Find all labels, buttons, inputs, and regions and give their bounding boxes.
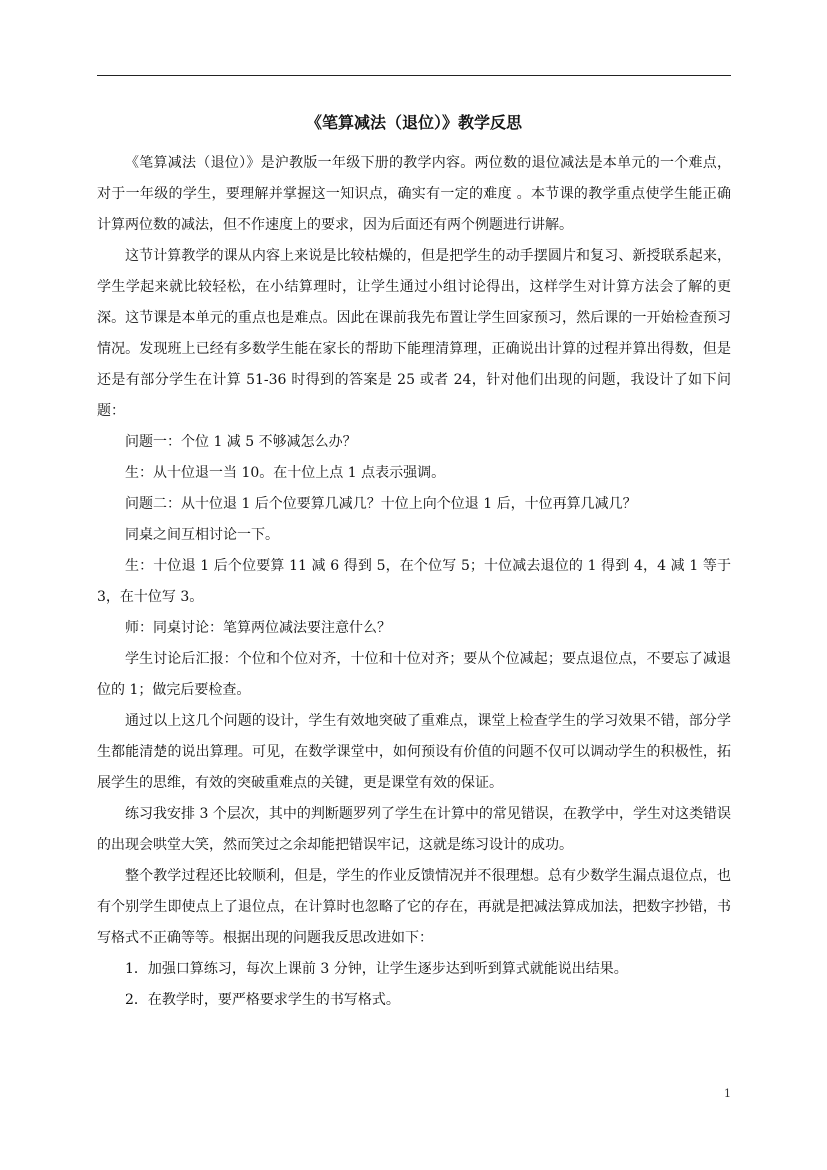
paragraph: 问题一：个位 1 减 5 不够减怎么办？ xyxy=(125,434,357,450)
paragraph: 1．加强口算练习，每次上课前 3 分钟，让学生逐步达到听到算式就能说出结果。 xyxy=(125,961,628,977)
header-rule xyxy=(97,75,731,76)
paragraph: 问题二：从十位退 1 后个位要算几减几？十位上向个位退 1 后，十位再算几减几？ xyxy=(125,496,637,512)
document-body xyxy=(97,148,731,1016)
page-number: 1 xyxy=(724,1087,731,1100)
paragraph: 通过以上这几个问题的设计，学生有效地突破了重难点，课堂上检查学生的学习效果不错，部分学生都能清楚的说出算理。可见，在数学课堂中，如何预设有价值的问题不仅可以调动学生的积极性，拓展学生的思维，有效的突破重难点的关键，更是课堂有效的保证。 xyxy=(97,713,731,791)
paragraph: 这节计算教学的课从内容上来说是比较枯燥的，但是把学生的动手摆圆片和复习、新授联系起来，学生学起来就比较轻松，在小结算理时，让学生通过小组讨论得出，这样学生对计算方法会了解的更深。这节课是本单元的重点也是难点。因此在课前我先布置让学生回家预习，然后课的一开始检查预习情况。发现班上已经有多数学生能在家长的帮助下能理清算理，正确说出计算的过程并算出得数，但是还是有部分学生在计算 51-36 时得到的答案是 25 或者 24，针对他们出现的问题，我设计了如下问题： xyxy=(97,248,731,419)
paragraph: 《笔算减法（退位）》是沪教版一年级下册的教学内容。两位数的退位减法是本单元的一个难点，对于一年级的学生，要理解并掌握这一知识点，确实有一定的难度 。本节课的教学重点使学生能正确计算两位数的减法，但不作速度上的要求，因为后面还有两个例题进行讲解。 xyxy=(97,155,731,233)
paragraph: 练习我安排 3 个层次，其中的判断题罗列了学生在计算中的常见错误，在教学中，学生对这类错误的出现会哄堂大笑，然而笑过之余却能把错误牢记，这就是练习设计的成功。 xyxy=(97,806,731,853)
paragraph: 整个教学过程还比较顺利，但是，学生的作业反馈情况并不很理想。总有少数学生漏点退位点，也有个别学生即使点上了退位点，在计算时也忽略了它的存在，再就是把减法算成加法，把数字抄错，书写格式不正确等等。根据出现的问题我反思改进如下： xyxy=(97,868,731,946)
document-title: 《笔算减法（退位）》教学反思 xyxy=(305,113,522,132)
paragraph: 同桌之间互相讨论一下。 xyxy=(125,527,279,543)
paragraph: 生：十位退 1 后个位要算 11 减 6 得到 5，在个位写 5；十位减去退位的 1 得到 4，4 减 1 等于 3，在十位写 3。 xyxy=(97,558,731,605)
paragraph: 生：从十位退一当 10。在十位上点 1 点表示强调。 xyxy=(125,465,446,481)
paragraph: 2．在教学时，要严格要求学生的书写格式。 xyxy=(125,992,400,1008)
paragraph: 师：同桌讨论：笔算两位减法要注意什么？ xyxy=(125,620,391,636)
paragraph: 学生讨论后汇报：个位和个位对齐，十位和十位对齐；要从个位减起；要点退位点，不要忘了减退位的 1；做完后要检查。 xyxy=(97,651,731,698)
